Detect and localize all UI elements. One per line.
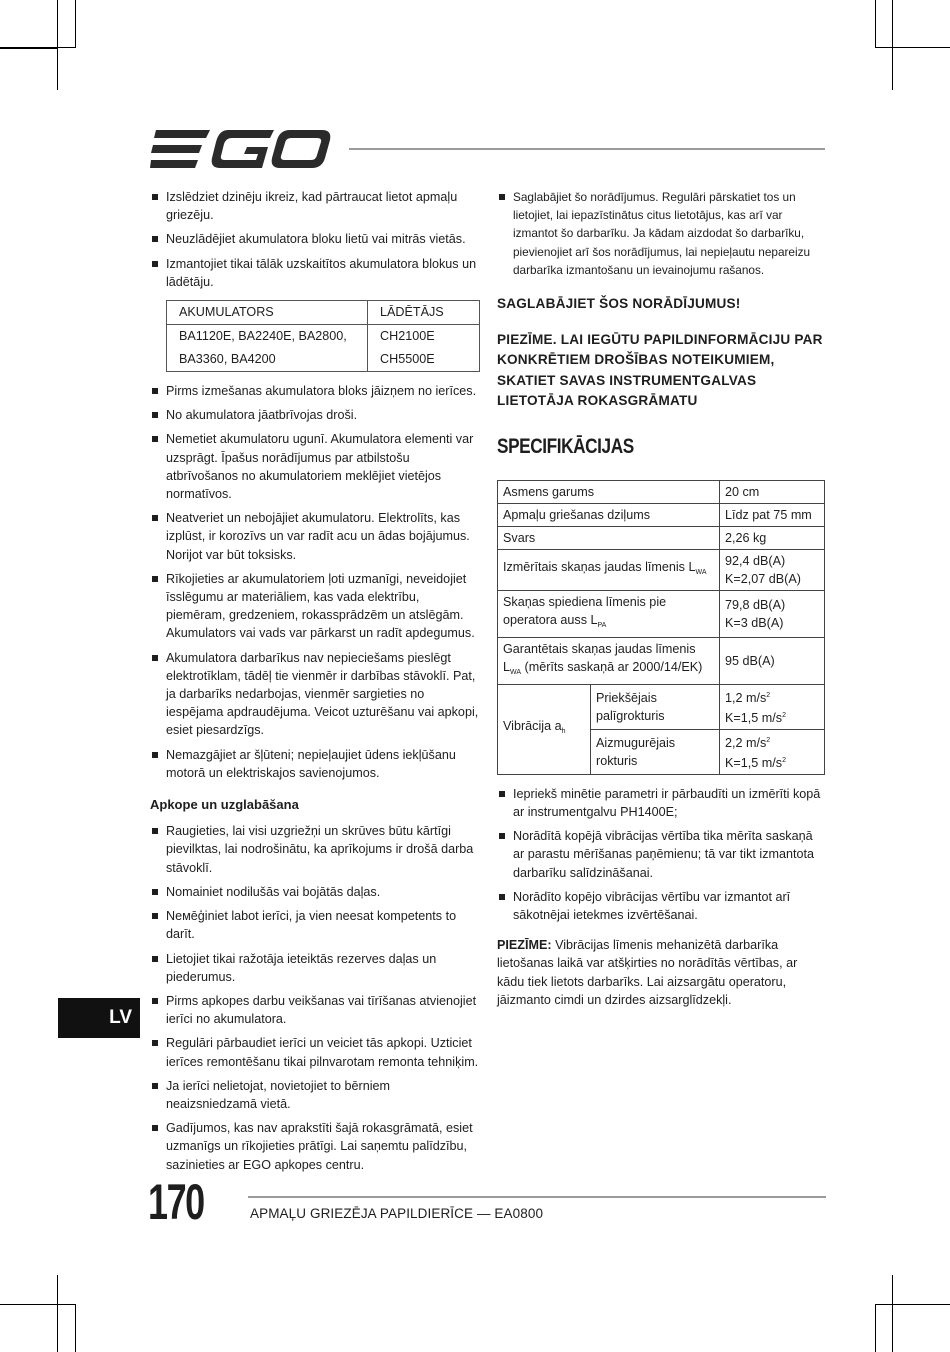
list-item: Neuzlādējiet akumulatora bloku lietū vai mitrās vietās. xyxy=(150,230,480,248)
spec-label-text: Garantētais skaņas jaudas līmenis xyxy=(503,641,696,656)
list-item: Nomainiet nodilušās vai bojātās daļas. xyxy=(150,883,480,901)
spec-label xyxy=(498,684,591,774)
subscript: WA xyxy=(695,568,707,576)
list-item: Norādītā kopējā vibrācijas vērtība tika mērīta saskaņā ar parastu mērīšanas paņēmienu; tā var tikt izmantota darbarīku salīdzināšanai. xyxy=(497,827,825,882)
list-item: Lietojiet tikai ražotāja ieteiktās rezerves daļas un piederumus. xyxy=(150,950,480,986)
crop-mark xyxy=(875,0,876,48)
list-item: Iepriekš minētie parametri ir pārbaudīti un izmērīti kopā ar instrumentgalvu PH1400E; xyxy=(497,785,825,821)
spec-value-line: 1,2 m/s xyxy=(725,690,767,705)
spec-value-line: K=1,5 m/s xyxy=(725,755,783,770)
crop-mark xyxy=(57,0,58,90)
crop-mark xyxy=(75,0,76,48)
list-item: Pirms apkopes darbu veikšanas vai tīrīšanas atvienojiet ierīci no akumulatora. xyxy=(150,992,480,1028)
spec-value: 95 dB(A) xyxy=(720,637,825,684)
spec-label: Apmaļu griešanas dziļums xyxy=(498,503,720,526)
list-item: Pirms izmešanas akumulatora bloks jāizņem no ierīces. xyxy=(150,382,480,400)
save-instructions-heading: SAGLABĀJIET ŠOS NORĀDĪJUMUS! xyxy=(497,296,741,312)
crop-mark xyxy=(892,0,893,90)
list-item: Nemazgājiet ar šļūteni; nepieļaujiet ūdens iekļūšanu motorā un elektriskajos savienojumos. xyxy=(150,746,480,782)
list-item: Akumulatora darbarīkus nav nepieciešams pieslēgt elektrotīklam, tādēļ tie vienmēr ir darbības stāvoklī. Pat, ja darbarīks nedarbojas, vienmēr sargieties no iespējama apdraudējuma. Veicot uzturēšanu vai apkopi, esiet piesardzīgs. xyxy=(150,649,480,740)
keep-instructions-list xyxy=(497,188,825,279)
list-item: Ja ierīci nelietojat, novietojiet to bērniem neaizsniedzamā vietā. xyxy=(150,1077,480,1113)
list-item: Gadījumos, kas nav aprakstīti šajā rokasgrāmatā, esiet uzmanīgs un rīkojieties prātīgi. Lai saņemtu palīdzību, sazinieties ar EGO apkopes centru. xyxy=(150,1119,480,1174)
spec-value: 2,26 kg xyxy=(720,526,825,549)
note-label: PIEZĪME: xyxy=(497,938,552,953)
maintenance-list xyxy=(150,822,480,1173)
table-header: AKUMULATORS xyxy=(167,301,368,325)
footer-rule xyxy=(248,1196,826,1198)
crop-mark xyxy=(875,47,950,48)
table-row xyxy=(498,590,825,637)
spec-value-line: 92,4 dB(A) xyxy=(725,553,786,568)
list-item: Izslēdziet dzinēju ikreiz, kad pārtraucat lietot apmaļu griezēju. xyxy=(150,188,480,224)
list-item: Izmantojiet tikai tālāk uzskaitītos akumulatora blokus un lādētāju. xyxy=(150,255,480,291)
spec-label-text: L xyxy=(503,659,511,674)
spec-value-line: K=3 dB(A) xyxy=(725,615,784,630)
spec-value xyxy=(720,684,825,729)
list-item: Neatveriet un nebojājiet akumulatoru. Elektrolīts, kas izplūst, ir korozīvs un var radīt acu un ādas bojājumus. Norijot var būt toksisks. xyxy=(150,509,480,564)
spec-value-line: K=1,5 m/s xyxy=(725,710,783,725)
right-column xyxy=(497,188,825,1009)
spec-label-text: Vibrācija a xyxy=(503,719,562,734)
ego-logo xyxy=(150,128,332,172)
crop-mark xyxy=(0,1304,75,1305)
list-item: Raugieties, lai visi uzgriežņi un skrūves būtu kārtīgi pievilktas, lai nodrošinātu, ka aprīkojums ir drošā darba stāvoklī. xyxy=(150,822,480,877)
spec-sublabel: Aizmugurējais rokturis xyxy=(591,729,720,774)
spec-label-text: Skaņas spiediena līmenis pie operatora auss L xyxy=(503,594,667,627)
table-row xyxy=(498,684,825,729)
superscript: 2 xyxy=(782,756,786,764)
crop-mark xyxy=(875,1304,950,1305)
list-item: Rīkojieties ar akumulatoriem ļoti uzmanīgi, neveidojiet īsslēgumu ar materiāliem, kas vada elektrību, piemēram, gredzeniem, rokassprādzēm un atslēgām. Akumulators vai vads var pārkarst un radīt apdegumus. xyxy=(150,570,480,643)
header-rule xyxy=(349,148,825,150)
list-item: Regulāri pārbaudiet ierīci un veiciet tās apkopi. Uzticiet ierīces remontēšanu tikai pilnvarotam remonta tehniķim. xyxy=(150,1034,480,1070)
spec-label xyxy=(498,637,720,684)
list-item: No akumulatora jāatbrīvojas droši. xyxy=(150,406,480,424)
superscript: 2 xyxy=(766,736,771,744)
crop-mark xyxy=(0,48,58,49)
spec-value: Līdz pat 75 mm xyxy=(720,503,825,526)
page-number: 170 xyxy=(148,1174,204,1230)
spec-value xyxy=(720,590,825,637)
table-row xyxy=(498,549,825,590)
list-item: Neмēģiniet labot ierīci, ja vien neesat kompetents to darīt. xyxy=(150,907,480,943)
spec-label-text: Izmērītais skaņas jaudas līmenis L xyxy=(503,559,696,574)
specifications-table xyxy=(497,480,825,775)
left-column xyxy=(150,188,480,1180)
note-heading: PIEZĪME. LAI IEGŪTU PAPILDINFORMĀCIJU PAR KONKRĒTIEM DROŠĪBAS NOTEIKUMIEM, SKATIET SAVAS INSTRUMENTGALVAS LIETOTĀJA ROKASGRĀMATU xyxy=(497,331,823,409)
subscript: WA xyxy=(510,668,522,676)
battery-safety-list xyxy=(150,188,480,291)
note-text: Vibrācijas līmenis mehanizētā darbarīka lietošanas laikā var atšķirties no norādītās vērtības, ar kādu tiek lietots darbarīks. Lai aizsargātu operatoru, jāizmanto cimdi un dzirdes aizsarglīdzekļi. xyxy=(497,938,798,1007)
language-tab: LV xyxy=(58,998,140,1038)
spec-label: Svars xyxy=(498,526,720,549)
spec-label xyxy=(498,590,720,637)
table-row xyxy=(498,480,825,503)
crop-mark xyxy=(892,1275,893,1352)
list-item: Norādīto kopējo vibrācijas vērtību var izmantot arī sākotnējai ietekmes izvērtēšanai. xyxy=(497,888,825,924)
list-item: Nemetiet akumulatoru ugunī. Akumulatora elementi var uzsprāgt. Īpašus norādījumus par atbilstošu atbrīvošanos no akumulatoriem meklējiet vietējos normatīvos. xyxy=(150,430,480,503)
table-row xyxy=(498,637,825,684)
spec-value: 20 cm xyxy=(720,480,825,503)
spec-value xyxy=(720,549,825,590)
subscript: PA xyxy=(597,621,607,629)
battery-charger-table xyxy=(166,300,480,372)
table-cell: CH2100E xyxy=(380,329,435,344)
footer-title: APMAĻU GRIEZĒJA PAPILDIERĪCE — EA0800 xyxy=(250,1206,544,1221)
list-item: Saglabājiet šo norādījumus. Regulāri pārskatiet tos un lietojiet, lai iepazīstinātus citus lietotājus, kas arī var izmantot šo darbarīku. Ja kādam aizdodat šo darbarīku, pievienojiet arī šos norādījumus, lai nepieļautu nepareizu darbarīka izmantošanu un ievainojumu rašanos. xyxy=(497,188,825,279)
table-cell: BA3360, BA4200 xyxy=(167,348,368,372)
crop-mark xyxy=(75,1304,76,1352)
vibration-note xyxy=(497,936,825,1009)
spec-value-line: 79,8 dB(A) xyxy=(725,597,786,612)
spec-label-text: (mērīts saskaņā ar 2000/14/EK) xyxy=(521,659,703,674)
table-cell: BA1120E, BA2240E, BA2800, xyxy=(167,325,368,349)
crop-mark xyxy=(57,1275,58,1352)
spec-value-line: 2,2 m/s xyxy=(725,735,767,750)
battery-disposal-list xyxy=(150,382,480,782)
spec-label xyxy=(498,549,720,590)
table-row xyxy=(498,503,825,526)
spec-notes-list xyxy=(497,785,825,924)
superscript: 2 xyxy=(782,711,786,719)
maintenance-heading: Apkope un uzglabāšana xyxy=(150,797,299,813)
subscript: h xyxy=(561,728,566,736)
superscript: 2 xyxy=(766,691,771,699)
spec-value-line: K=2,07 dB(A) xyxy=(725,571,801,586)
table-cell: CH5500E xyxy=(380,352,435,367)
crop-mark xyxy=(875,1304,876,1352)
specifications-title: SPECIFIKĀCIJAS xyxy=(497,434,634,458)
spec-sublabel: Priekšējais palīgrokturis xyxy=(591,684,720,729)
spec-label: Asmens garums xyxy=(498,480,720,503)
table-header: LĀDĒTĀJS xyxy=(368,301,480,325)
spec-value xyxy=(720,729,825,774)
table-row xyxy=(498,526,825,549)
